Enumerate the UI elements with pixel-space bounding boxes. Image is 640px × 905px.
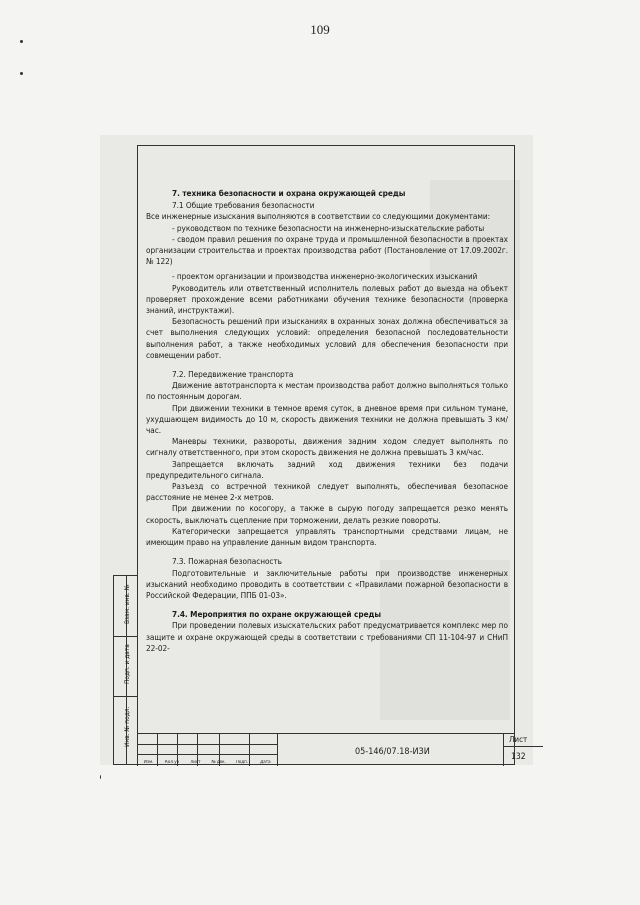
- title-block: [137, 733, 528, 765]
- paragraph: Безопасность решений при изысканиях в охранных зонах должна обеспечиваться за счет выполнения следующих условий: определения безопасной последовательности выполнения работ, а также необходимых условий для обеспечения безопасности при совмещении работ.: [146, 316, 508, 360]
- paragraph: Руководитель или ответственный исполнитель полевых работ до выезда на объект проверяет прохождение всеми работниками обучения технике безопасности (проверка знаний, инструктажи).: [146, 282, 508, 316]
- sheet-number: 132: [511, 752, 526, 762]
- column-label: Дата: [260, 760, 271, 765]
- column-label: Лист: [190, 760, 201, 765]
- paragraph: Движение автотранспорта к местам производства работ должно выполняться только по постоянным дорогам.: [146, 380, 508, 402]
- paragraph: Разъезд со встречной техникой следует выполнять, обеспечивая безопасное расстояние не менее 2-х метров.: [146, 481, 508, 503]
- paragraph: Маневры техники, развороты, движения задним ходом следует выполнять по сигналу ответственного, при этом скорость движения не должна превышать 3 км/час.: [146, 436, 508, 458]
- paragraph: При проведении полевых изыскательских работ предусматривается комплекс мер по защите и охране окружающей среды в соответствии с требованиями СП 11-104-97 и СНиП 22-02-: [146, 620, 508, 653]
- bullet-item: - сводом правил решения по охране труда и промышленной безопасности в проектах организации строительства и проектах производства работ (Постановление от 17.09.2002г. № 122): [146, 233, 508, 267]
- subsection-title: 7.4. Мероприятия по охране окружающей среды: [172, 609, 382, 620]
- subsection-title: 7.1 Общие требования безопасности: [172, 200, 315, 211]
- scan-dot: [20, 72, 23, 75]
- scan-dot: [100, 775, 101, 779]
- subsection-title: 7.3. Пожарная безопасность: [172, 556, 282, 567]
- stamp-label: Инв. № подл.: [123, 706, 131, 747]
- document-code: 05-146/07.18-ИЗИ: [355, 747, 430, 757]
- subsection-title: 7.2. Передвижение транспорта: [172, 369, 294, 380]
- document-body: [146, 188, 508, 654]
- paragraph: Все инженерные изыскания выполняются в соответствии со следующими документами:: [146, 211, 491, 222]
- sheet-label: Лист: [509, 735, 528, 744]
- paragraph: Запрещается включать задний ход движения техники без подачи предупредительного сигнала.: [146, 458, 508, 480]
- column-label: Изм.: [143, 760, 154, 765]
- stamp-side-column: [113, 575, 137, 765]
- title-block-columns: [137, 760, 277, 766]
- bullet-item: - проектом организации и производства инженерно-экологических изысканий: [172, 271, 478, 282]
- stamp-label: Подп. и дата: [123, 644, 131, 684]
- bullet-item: - руководством по технике безопасности на инженерно-изыскательские работы: [172, 222, 485, 233]
- paragraph: Категорически запрещается управлять транспортными средствами лицам, не имеющим право на управление данным видом транспорта.: [146, 525, 508, 548]
- paragraph: При движении по косогору, а также в сырую погоду запрещается резко менять скорость, выключать сцепление при торможении, делать резкие повороты.: [146, 503, 508, 525]
- column-label: Кол.уч: [164, 760, 179, 765]
- column-label: Подп.: [235, 760, 249, 765]
- paragraph: Подготовительные и заключительные работы при производстве инженерных изысканий необходимо проводить в соответствии с «Правилами пожарной безопасности в Российской Федерации, ППБ 01-03».: [146, 567, 508, 600]
- section-title: 7. техника безопасности и охрана окружающей среды: [172, 188, 406, 198]
- page-number: 109: [310, 22, 330, 37]
- stamp-label: Взам. инв. №: [123, 584, 131, 624]
- column-label: № док.: [211, 760, 226, 765]
- paragraph: При движении техники в темное время суток, в дневное время при сильном тумане, ухудшающем видимость до 10 м, скорость движения техники не должна превышать 3 км/час.: [146, 402, 508, 436]
- scan-dot: [20, 40, 23, 43]
